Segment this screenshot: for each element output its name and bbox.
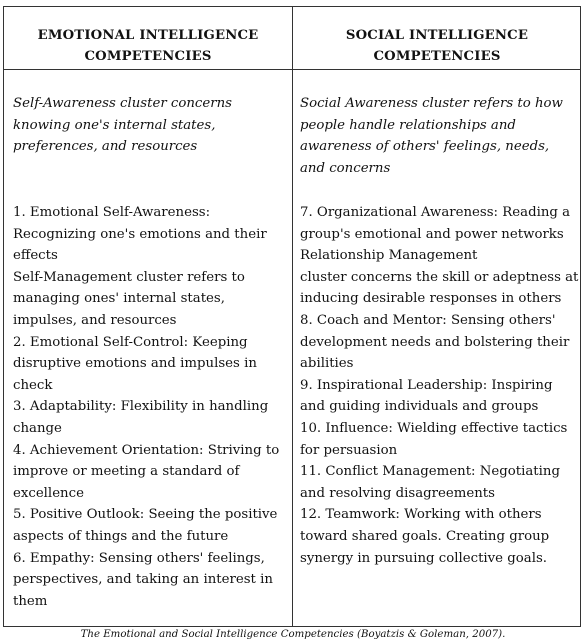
social-competencies-list	[300, 202, 579, 569]
list-item: 12. Teamwork: Working with others toward shared goals. Creating group synergy in pursuing collective goals.	[300, 507, 550, 566]
list-item: 8. Coach and Mentor: Sensing others' development needs and bolstering their abilities	[300, 312, 570, 372]
self-awareness-intro: Self-Awareness cluster concerns knowing one's internal states, preferences, and resources	[13, 96, 232, 154]
emotional-intelligence-header: EMOTIONAL INTELLIGENCE COMPETENCIES	[37, 28, 259, 64]
list-item: cluster concerns the skill or adeptness at inducing desirable responses in others	[300, 269, 579, 307]
social-intelligence-header: SOCIAL INTELLIGENCE COMPETENCIES	[345, 28, 529, 64]
list-item: 6. Empathy: Sensing others' feelings, perspectives, and taking an interest in them	[13, 550, 273, 609]
social-awareness-intro: Social Awareness cluster refers to how people handle relationships and awareness of others' feelings, needs, and concerns	[300, 96, 563, 176]
column-divider	[292, 7, 293, 626]
list-item: 3. Adaptability: Flexibility in handling change	[13, 399, 269, 436]
table-caption: The Emotional and Social Intelligence Competencies (Boyatzis & Goleman, 2007).	[80, 629, 506, 640]
list-item: 4. Achievement Orientation: Striving to improve or meeting a standard of excellence	[13, 442, 280, 501]
list-item: 9. Inspirational Leadership: Inspiring and guiding individuals and groups	[300, 377, 553, 415]
emotional-competencies-list	[13, 202, 289, 612]
competencies-table	[3, 6, 581, 627]
list-item: 7. Organizational Awareness: Reading a group's emotional and power networks Relationship Management	[300, 205, 571, 264]
list-item: 2. Emotional Self-Control: Keeping disruptive emotions and impulses in check	[13, 334, 257, 393]
header-divider	[4, 69, 580, 70]
list-item: 5. Positive Outlook: Seeing the positive aspects of things and the future	[13, 507, 278, 544]
list-item: 11. Conflict Management: Negotiating and resolving disagreements	[300, 464, 560, 501]
list-item: 10. Influence: Wielding effective tactics for persuasion	[300, 420, 568, 458]
list-item: 1. Emotional Self-Awareness: Recognizing one's emotions and their effects	[13, 205, 267, 264]
list-item: Self-Management cluster refers to managing ones' internal states, impulses, and resources	[13, 269, 245, 328]
